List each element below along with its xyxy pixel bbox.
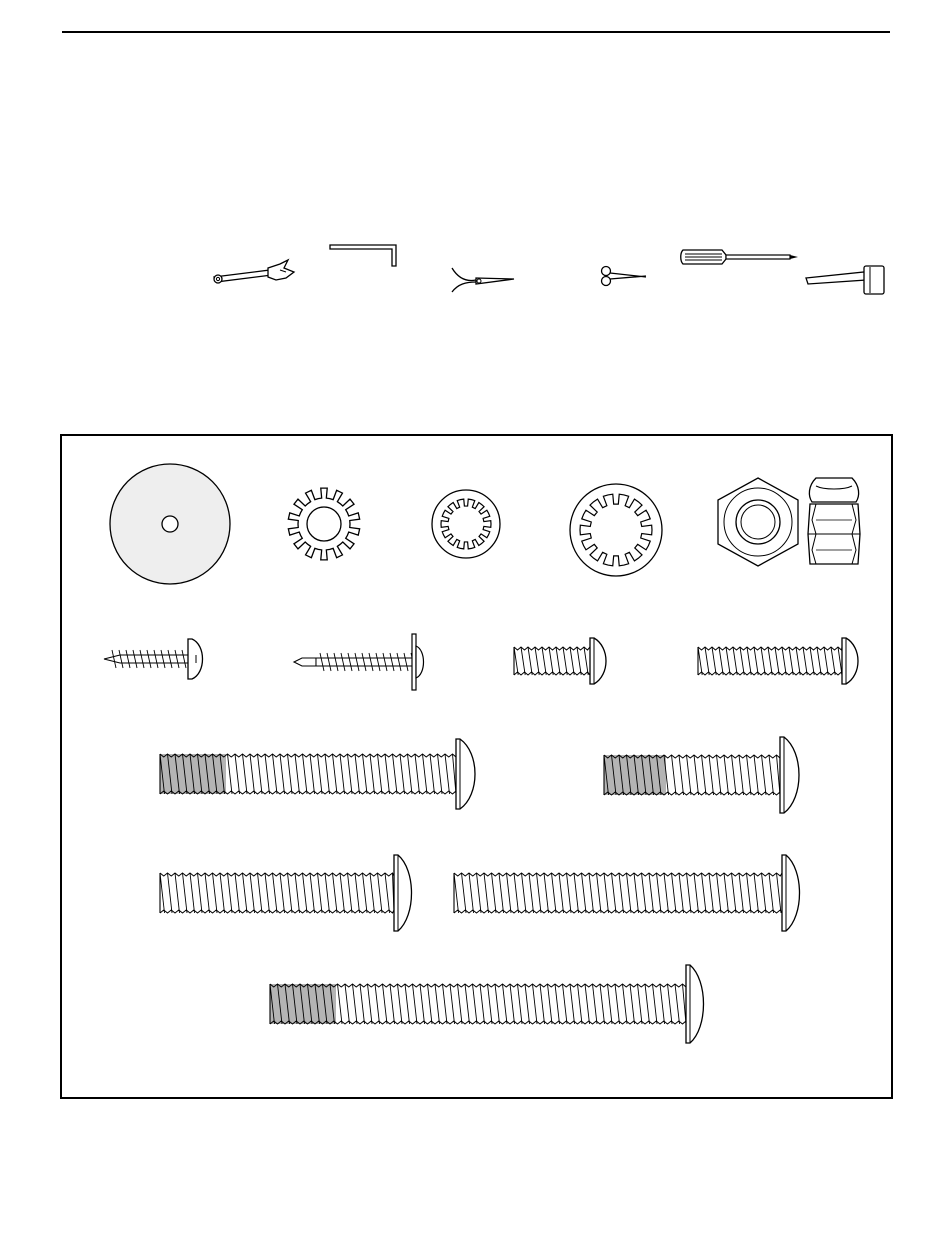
- needlenose-pliers-icon: [448, 264, 516, 294]
- short-patch-bolt-icon: [602, 734, 806, 816]
- flat-washer-icon: [108, 462, 232, 586]
- small-internal-star-washer-icon: [430, 488, 502, 560]
- hardware-identification-chart: [60, 434, 893, 1099]
- short-button-bolt-icon: [512, 636, 612, 686]
- external-star-washer-icon: [286, 486, 362, 562]
- nylon-locknut-icon: [806, 476, 862, 568]
- scissors-icon: [598, 264, 648, 288]
- large-internal-star-washer-icon: [568, 482, 664, 578]
- self-drilling-screw-icon: [292, 632, 428, 692]
- longest-patch-bolt-icon: [268, 962, 710, 1046]
- hex-nut-icon: [716, 476, 800, 568]
- hex-key-icon: [328, 242, 400, 268]
- adjustable-wrench-icon: [210, 258, 296, 288]
- tapping-screw-icon: [102, 636, 206, 682]
- header-rule: [62, 31, 890, 33]
- long-patch-bolt-icon: [158, 736, 482, 812]
- rubber-mallet-icon: [804, 264, 886, 296]
- phillips-screwdriver-icon: [680, 244, 800, 270]
- button-bolt-b-icon: [452, 852, 806, 934]
- button-bolt-a-icon: [158, 852, 418, 934]
- medium-button-bolt-icon: [696, 636, 864, 686]
